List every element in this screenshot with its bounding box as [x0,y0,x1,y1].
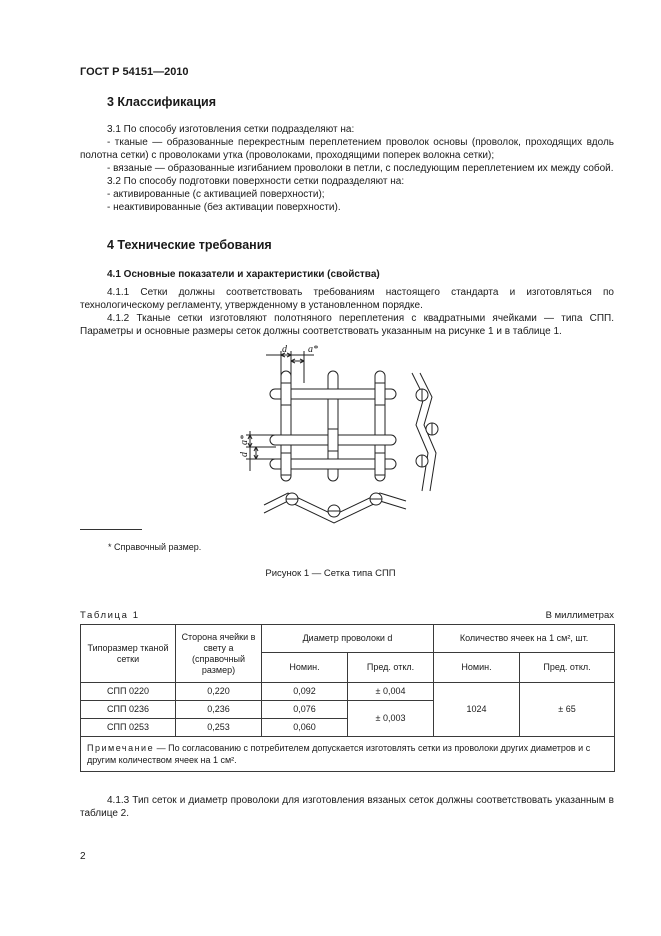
cell-d-tol: ± 0,003 [348,701,434,737]
para-4-1-1: 4.1.1 Сетки должны соответствовать требованиям настоящего стандарта и изготовляться по технологическому регламенту, утвержденному в установленном порядке. [80,287,614,311]
th-d-tol: Пред. откл. [348,653,434,683]
cell-side: 0,253 [176,719,262,737]
para-3-2-activated: - активированные (с активацией поверхности); [107,189,325,200]
section-3-body [80,123,614,214]
th-mesh-count: Количество ячеек на 1 см², шт. [434,625,615,653]
para-3-1-knitted: - вязаные — образованные изгибанием проволоки в петли, с последующим переплетением их между собой. [107,163,614,174]
mesh-figure [236,343,446,533]
table-1 [80,624,615,772]
para-3-1: 3.1 По способу изготовления сетки подразделяют на: [107,124,355,135]
cell-count-tol: ± 65 [520,683,615,737]
table-units: В миллиметрах [545,610,614,621]
figure-footnote: * Справочный размер. [108,542,202,552]
page-number: 2 [80,851,86,862]
label-d-top: d [282,344,287,355]
th-d-nom: Номин. [262,653,348,683]
section-4-title: 4 Технические требования [107,238,272,252]
cell-d-nom: 0,076 [262,701,348,719]
cell-size: СПП 0253 [81,719,176,737]
section-4-body [80,286,614,338]
th-size: Типоразмер тканой сетки [81,625,176,683]
section-4-1-title: 4.1 Основные показатели и характеристики (свойства) [107,269,380,280]
cell-size: СПП 0220 [81,683,176,701]
para-4-1-2: 4.1.2 Тканые сетки изготовляют полотняного переплетения с квадратными ячейками — типа СПП. Параметры и основные размеры сеток должны соответствовать указанным на рисунке 1 и в таблице 1. [80,313,614,337]
cell-side: 0,236 [176,701,262,719]
document-header: ГОСТ Р 54151—2010 [80,66,189,78]
th-wire-diameter: Диаметр проволоки d [262,625,434,653]
note-label: Примечание [87,743,155,753]
th-count-tol: Пред. откл. [520,653,615,683]
table-note [81,737,615,772]
para-3-1-woven: - тканые — образованные перекрестным переплетением проволок основы (проволок, проходящих вдоль полотна сетки) с проволоками утка (проволоками, проходящими поперек волокна сетки); [80,137,614,161]
footnote-divider [80,529,142,530]
para-4-1-3: 4.1.3 Тип сеток и диаметр проволоки для изготовления вязаных сеток должны соответствовать указанным в таблице 2. [80,795,614,819]
para-3-2: 3.2 По способу подготовки поверхности сетки подразделяют на: [107,176,405,187]
cell-d-nom: 0,060 [262,719,348,737]
label-a-side: a* [239,435,250,445]
cell-d-tol: ± 0,004 [348,683,434,701]
para-3-2-nonactivated: - неактивированные (без активации поверхности). [107,202,341,213]
table-label: Таблица 1 [80,610,140,621]
th-side: Сторона ячейки в свету a (справочный размер) [176,625,262,683]
cell-d-nom: 0,092 [262,683,348,701]
figure-caption: Рисунок 1 — Сетка типа СПП [265,568,396,579]
table-row [81,683,615,701]
after-table-body [80,794,614,820]
note-text: — По согласованию с потребителем допускается изготовлять сетки из проволоки других диаметров и с другим количеством ячеек на 1 см². [87,743,591,765]
cell-side: 0,220 [176,683,262,701]
label-d-side: d [239,452,250,457]
label-a-top: a* [308,344,318,355]
cell-count-nom: 1024 [434,683,520,737]
section-3-title: 3 Классификация [107,95,217,109]
cell-size: СПП 0236 [81,701,176,719]
th-count-nom: Номин. [434,653,520,683]
